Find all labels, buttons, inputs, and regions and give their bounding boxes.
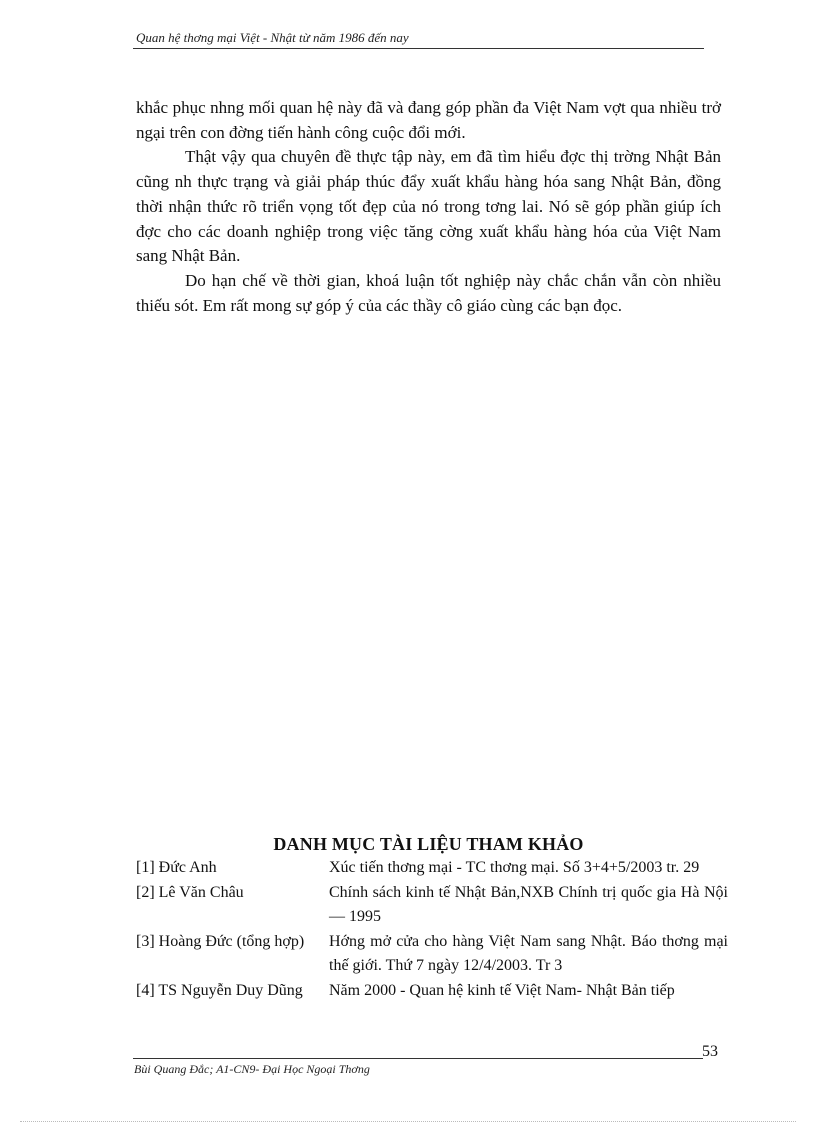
reference-text: Hớng mở cửa cho hàng Việt Nam sang Nhật. Báo thơng mại thế giới. Thứ 7 ngày 12/4/2003. Tr 3 <box>329 932 728 975</box>
references-list <box>136 856 728 1004</box>
body-text <box>136 96 721 318</box>
reference-item <box>136 881 728 930</box>
footer-author: Bùi Quang Đắc; A1-CN9- Đại Học Ngoại Thơng <box>134 1062 370 1076</box>
reference-item <box>136 979 728 1004</box>
reference-author: [4] TS Nguyễn Duy Dũng <box>136 981 303 999</box>
footer-divider <box>133 1058 703 1059</box>
reference-text: Chính sách kinh tế Nhật Bản,NXB Chính trị quốc gia Hà Nội — 1995 <box>329 883 728 926</box>
paragraph-3: Do hạn chế về thời gian, khoá luận tốt nghiệp này chắc chắn vẫn còn nhiều thiếu sót. Em rất mong sự góp ý của các thầy cô giáo cùng các bạn đọc. <box>136 270 721 315</box>
reference-text: Xúc tiến thơng mại - TC thơng mại. Số 3+4+5/2003 tr. 29 <box>329 859 700 876</box>
page-number: 53 <box>702 1043 718 1060</box>
reference-text: Năm 2000 - Quan hệ kinh tế Việt Nam- Nhật Bản tiếp <box>329 981 675 999</box>
running-header: Quan hệ thơng mại Việt - Nhật từ năm 1986 đến nay <box>136 30 409 45</box>
reference-item <box>136 856 728 881</box>
reference-item <box>136 930 728 979</box>
reference-author: [1] Đức Anh <box>136 859 217 876</box>
page-bottom-edge <box>20 1121 796 1122</box>
reference-author: [2] Lê Văn Châu <box>136 883 244 901</box>
paragraph-1: khắc phục nhng mối quan hệ này đã và đang góp phần đa Việt Nam vợt qua nhiều trở ngại trên con đờng tiến hành công cuộc đổi mới. <box>136 98 721 142</box>
header-divider <box>133 48 704 49</box>
paragraph-2: Thật vậy qua chuyên đề thực tập này, em đã tìm hiểu đợc thị trờng Nhật Bản cũng nh thực trạng và giải pháp thúc đẩy xuất khẩu hàng hóa sang Nhật Bản, đồng thời nhận thức rõ triển vọng tốt đẹp của nó trong tơng lai. Nó sẽ góp phần giúp ích đợc cho các doanh nghiệp trong việc tăng cờng xuất khẩu hàng hóa của Việt Nam sang Nhật Bản. <box>136 147 721 266</box>
references-title: DANH MỤC TÀI LIỆU THAM KHẢO <box>273 834 584 854</box>
reference-author: [3] Hoàng Đức (tổng hợp) <box>136 932 305 950</box>
